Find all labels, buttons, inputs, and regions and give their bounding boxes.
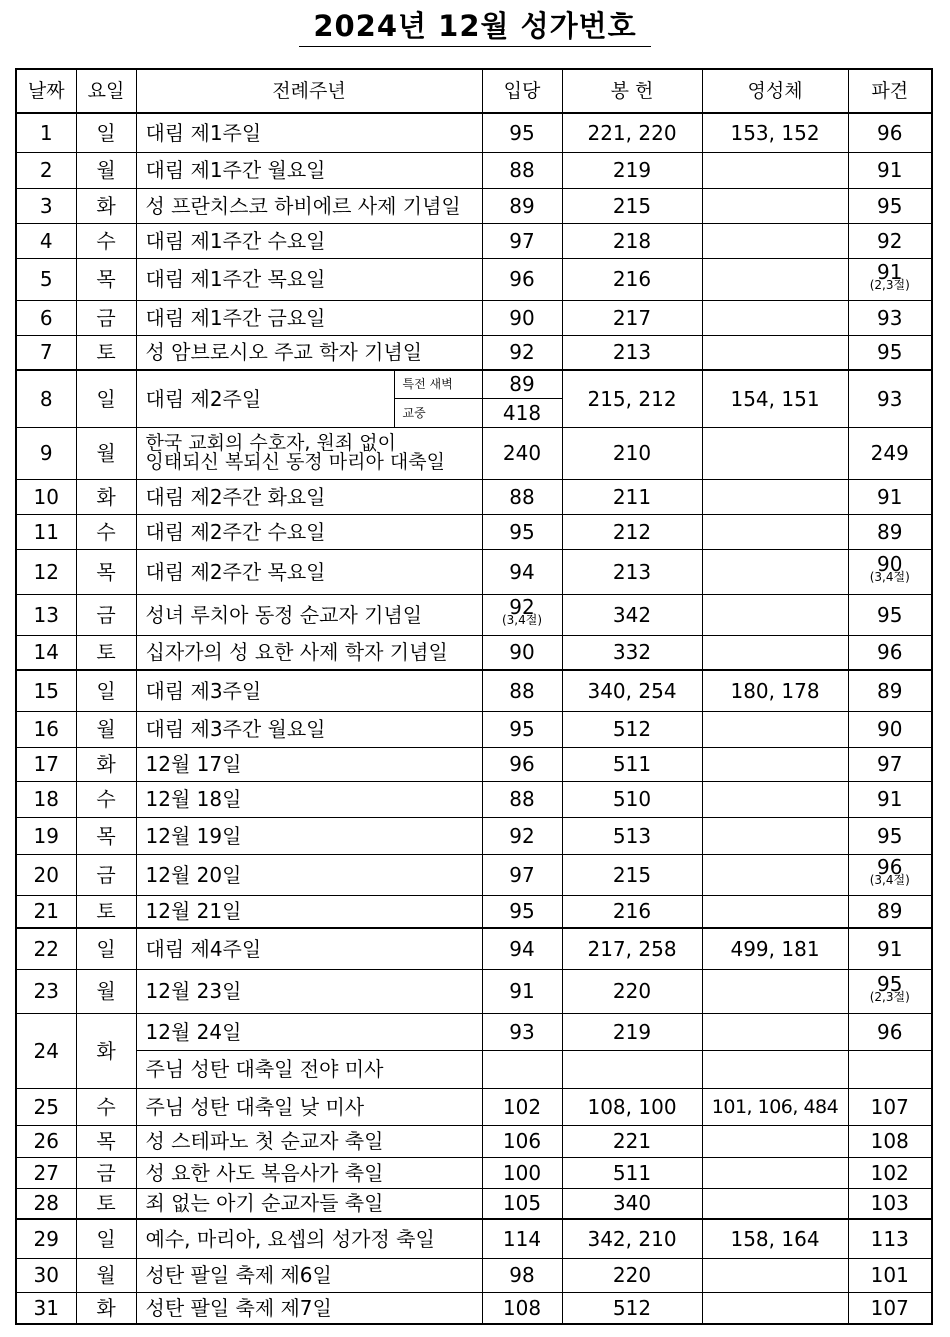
offertory-cell: 216 xyxy=(562,895,702,928)
date-cell: 15 xyxy=(16,670,76,711)
dismissal-cell: 102 xyxy=(848,1157,932,1188)
dismissal-cell: 91 xyxy=(848,479,932,514)
date-cell: 13 xyxy=(16,594,76,635)
offertory-cell: 215 xyxy=(562,188,702,223)
dismissal-cell: 91 xyxy=(848,781,932,817)
entrance-cell: 92 xyxy=(482,817,562,854)
table-row xyxy=(16,549,932,594)
day-cell: 금 xyxy=(76,300,136,335)
offertory-cell: 342, 210 xyxy=(562,1219,702,1258)
day-cell: 화 xyxy=(76,1292,136,1324)
dismissal-cell: 95 xyxy=(848,817,932,854)
liturgy-cell: 주님 성탄 대축일 전야 미사 xyxy=(136,1050,482,1088)
offertory-cell: 340 xyxy=(562,1188,702,1219)
day-cell: 월 xyxy=(76,1258,136,1292)
entrance-cell xyxy=(482,1050,562,1088)
day-cell: 월 xyxy=(76,152,136,188)
communion-cell xyxy=(702,549,848,594)
dismissal-cell xyxy=(848,549,932,594)
entrance-cell: 90 xyxy=(482,635,562,670)
communion-cell xyxy=(702,969,848,1013)
table-row xyxy=(16,1125,932,1157)
communion-cell xyxy=(702,1013,848,1050)
entrance-cell: 102 xyxy=(482,1088,562,1125)
liturgy-cell: 십자가의 성 요한 사제 학자 기념일 xyxy=(136,635,482,670)
table-row xyxy=(16,514,932,549)
dismissal-cell: 96 xyxy=(848,635,932,670)
entrance-cell: 108 xyxy=(482,1292,562,1324)
day-cell: 일 xyxy=(76,670,136,711)
day-cell: 토 xyxy=(76,635,136,670)
liturgy-cell: 예수, 마리아, 요셉의 성가정 축일 xyxy=(136,1219,482,1258)
offertory-cell: 217 xyxy=(562,300,702,335)
offertory-cell: 215, 212 xyxy=(562,370,702,427)
date-cell: 20 xyxy=(16,854,76,895)
entrance-tag-cell: 교중 xyxy=(394,398,482,427)
dismissal-cell: 90 xyxy=(848,711,932,747)
dismissal-cell xyxy=(848,854,932,895)
liturgy-cell: 대림 제1주일 xyxy=(136,113,482,152)
date-cell: 26 xyxy=(16,1125,76,1157)
liturgy-cell: 대림 제1주간 목요일 xyxy=(136,258,482,300)
day-cell: 화 xyxy=(76,747,136,781)
date-cell: 29 xyxy=(16,1219,76,1258)
entrance-cell: 94 xyxy=(482,549,562,594)
communion-cell: 153, 152 xyxy=(702,113,848,152)
entrance-cell: 89 xyxy=(482,370,562,398)
liturgy-cell: 12월 18일 xyxy=(136,781,482,817)
day-cell: 수 xyxy=(76,1088,136,1125)
table-row xyxy=(16,781,932,817)
dismissal-cell xyxy=(848,258,932,300)
offertory-cell: 513 xyxy=(562,817,702,854)
entrance-cell: 95 xyxy=(482,113,562,152)
day-cell: 토 xyxy=(76,1188,136,1219)
day-cell: 화 xyxy=(76,188,136,223)
communion-cell xyxy=(702,1125,848,1157)
liturgy-cell: 12월 24일 xyxy=(136,1013,482,1050)
dismissal-cell: 93 xyxy=(848,370,932,427)
offertory-cell: 332 xyxy=(562,635,702,670)
header-date: 날짜 xyxy=(16,69,76,113)
offertory-cell: 220 xyxy=(562,1258,702,1292)
day-cell: 목 xyxy=(76,1125,136,1157)
communion-cell xyxy=(702,1050,848,1088)
verse-note: (3,4절) xyxy=(869,873,910,887)
day-cell: 수 xyxy=(76,781,136,817)
date-cell: 28 xyxy=(16,1188,76,1219)
liturgy-cell: 성 프란치스코 하비에르 사제 기념일 xyxy=(136,188,482,223)
entrance-cell: 97 xyxy=(482,854,562,895)
liturgy-cell: 성 암브로시오 주교 학자 기념일 xyxy=(136,335,482,370)
offertory-cell: 511 xyxy=(562,747,702,781)
day-cell: 월 xyxy=(76,969,136,1013)
liturgy-cell: 12월 19일 xyxy=(136,817,482,854)
dismissal-value: 91 xyxy=(877,259,903,284)
offertory-cell: 512 xyxy=(562,711,702,747)
entrance-cell: 89 xyxy=(482,188,562,223)
liturgy-cell xyxy=(136,427,482,479)
table-row xyxy=(16,1219,932,1258)
liturgy-cell: 주님 성탄 대축일 낮 미사 xyxy=(136,1088,482,1125)
dismissal-value: 96 xyxy=(877,855,903,879)
entrance-cell: 88 xyxy=(482,479,562,514)
entrance-cell: 95 xyxy=(482,895,562,928)
liturgy-cell: 대림 제3주일 xyxy=(136,670,482,711)
dismissal-value: 95 xyxy=(877,971,903,996)
header-row xyxy=(16,69,932,113)
date-cell: 27 xyxy=(16,1157,76,1188)
header-dismissal: 파견 xyxy=(848,69,932,113)
table-row xyxy=(16,1258,932,1292)
page-title-wrap xyxy=(0,6,950,47)
entrance-cell: 106 xyxy=(482,1125,562,1157)
liturgy-cell: 성녀 루치아 동정 순교자 기념일 xyxy=(136,594,482,635)
table-row xyxy=(16,188,932,223)
liturgy-cell: 대림 제1주간 수요일 xyxy=(136,223,482,258)
communion-cell xyxy=(702,1258,848,1292)
dismissal-cell: 113 xyxy=(848,1219,932,1258)
communion-cell xyxy=(702,1157,848,1188)
day-cell: 금 xyxy=(76,594,136,635)
entrance-value: 92 xyxy=(509,595,535,619)
table-row xyxy=(16,1013,932,1050)
day-cell: 일 xyxy=(76,928,136,969)
entrance-cell: 96 xyxy=(482,258,562,300)
table-row xyxy=(16,670,932,711)
day-cell: 목 xyxy=(76,817,136,854)
dismissal-cell: 249 xyxy=(848,427,932,479)
offertory-cell: 213 xyxy=(562,335,702,370)
day-cell: 목 xyxy=(76,258,136,300)
entrance-cell: 97 xyxy=(482,223,562,258)
communion-cell xyxy=(702,781,848,817)
header-communion: 영성체 xyxy=(702,69,848,113)
date-cell: 12 xyxy=(16,549,76,594)
date-cell: 31 xyxy=(16,1292,76,1324)
liturgy-cell: 12월 20일 xyxy=(136,854,482,895)
communion-cell xyxy=(702,188,848,223)
offertory-cell: 218 xyxy=(562,223,702,258)
table-row xyxy=(16,747,932,781)
verse-note: (2,3절) xyxy=(869,989,910,1004)
communion-cell xyxy=(702,223,848,258)
entrance-cell: 96 xyxy=(482,747,562,781)
day-cell: 월 xyxy=(76,711,136,747)
liturgy-cell: 성 스테파노 첫 순교자 축일 xyxy=(136,1125,482,1157)
date-cell: 18 xyxy=(16,781,76,817)
dismissal-value: 90 xyxy=(877,552,903,576)
day-cell: 일 xyxy=(76,113,136,152)
dismissal-cell: 89 xyxy=(848,895,932,928)
communion-cell xyxy=(702,427,848,479)
dismissal-cell: 95 xyxy=(848,335,932,370)
date-cell: 19 xyxy=(16,817,76,854)
communion-cell: 154, 151 xyxy=(702,370,848,427)
liturgy-cell: 12월 23일 xyxy=(136,969,482,1013)
liturgy-cell: 대림 제4주일 xyxy=(136,928,482,969)
day-cell: 수 xyxy=(76,514,136,549)
communion-cell xyxy=(702,747,848,781)
communion-cell xyxy=(702,258,848,300)
communion-cell: 158, 164 xyxy=(702,1219,848,1258)
hymn-table xyxy=(15,68,933,1325)
offertory-cell: 212 xyxy=(562,514,702,549)
date-cell: 4 xyxy=(16,223,76,258)
dismissal-cell: 107 xyxy=(848,1292,932,1324)
table-row xyxy=(16,152,932,188)
day-cell: 월 xyxy=(76,427,136,479)
communion-cell xyxy=(702,854,848,895)
dismissal-cell: 92 xyxy=(848,223,932,258)
offertory-cell: 108, 100 xyxy=(562,1088,702,1125)
date-cell: 3 xyxy=(16,188,76,223)
dismissal-cell: 89 xyxy=(848,670,932,711)
entrance-cell: 105 xyxy=(482,1188,562,1219)
liturgy-cell: 성탄 팔일 축제 제7일 xyxy=(136,1292,482,1324)
entrance-cell: 92 xyxy=(482,335,562,370)
offertory-cell: 216 xyxy=(562,258,702,300)
table-row xyxy=(16,223,932,258)
date-cell: 21 xyxy=(16,895,76,928)
communion-cell xyxy=(702,152,848,188)
table-row xyxy=(16,427,932,479)
offertory-cell: 211 xyxy=(562,479,702,514)
entrance-cell: 100 xyxy=(482,1157,562,1188)
table-row xyxy=(16,854,932,895)
entrance-tag-cell: 특전 새벽 xyxy=(394,370,482,398)
offertory-cell: 340, 254 xyxy=(562,670,702,711)
entrance-cell: 88 xyxy=(482,670,562,711)
entrance-cell: 418 xyxy=(482,398,562,427)
dismissal-cell: 95 xyxy=(848,594,932,635)
table-row xyxy=(16,1157,932,1188)
dismissal-cell: 91 xyxy=(848,152,932,188)
table-row xyxy=(16,370,932,398)
entrance-cell: 240 xyxy=(482,427,562,479)
verse-note: (2,3절) xyxy=(869,277,910,292)
date-cell: 24 xyxy=(16,1013,76,1088)
communion-cell xyxy=(702,335,848,370)
offertory-cell: 512 xyxy=(562,1292,702,1324)
communion-cell xyxy=(702,895,848,928)
date-cell: 6 xyxy=(16,300,76,335)
entrance-cell: 95 xyxy=(482,711,562,747)
date-cell: 7 xyxy=(16,335,76,370)
date-cell: 17 xyxy=(16,747,76,781)
date-cell: 2 xyxy=(16,152,76,188)
dismissal-cell: 108 xyxy=(848,1125,932,1157)
liturgy-cell: 성 요한 사도 복음사가 축일 xyxy=(136,1157,482,1188)
liturgy-cell: 죄 없는 아기 순교자들 축일 xyxy=(136,1188,482,1219)
dismissal-cell: 89 xyxy=(848,514,932,549)
offertory-cell: 221 xyxy=(562,1125,702,1157)
table-row xyxy=(16,928,932,969)
offertory-cell: 213 xyxy=(562,549,702,594)
dismissal-cell: 97 xyxy=(848,747,932,781)
day-cell: 금 xyxy=(76,1157,136,1188)
liturgy-cell: 대림 제2주간 수요일 xyxy=(136,514,482,549)
entrance-cell xyxy=(482,594,562,635)
entrance-cell: 98 xyxy=(482,1258,562,1292)
day-cell: 수 xyxy=(76,223,136,258)
liturgy-cell: 대림 제3주간 월요일 xyxy=(136,711,482,747)
liturgy-line: 한국 교회의 수호자, 원죄 없이 xyxy=(145,432,396,454)
communion-cell xyxy=(702,514,848,549)
table-row xyxy=(16,1188,932,1219)
day-cell: 금 xyxy=(76,854,136,895)
entrance-cell: 95 xyxy=(482,514,562,549)
offertory-cell: 219 xyxy=(562,152,702,188)
entrance-cell: 91 xyxy=(482,969,562,1013)
entrance-cell: 88 xyxy=(482,152,562,188)
offertory-cell: 221, 220 xyxy=(562,113,702,152)
communion-cell xyxy=(702,1292,848,1324)
offertory-cell: 220 xyxy=(562,969,702,1013)
date-cell: 16 xyxy=(16,711,76,747)
communion-cell: 101, 106, 484 xyxy=(702,1088,848,1125)
offertory-cell: 217, 258 xyxy=(562,928,702,969)
date-cell: 22 xyxy=(16,928,76,969)
date-cell: 11 xyxy=(16,514,76,549)
table-row xyxy=(16,711,932,747)
liturgy-cell: 대림 제2주간 화요일 xyxy=(136,479,482,514)
offertory-cell: 219 xyxy=(562,1013,702,1050)
communion-cell xyxy=(702,479,848,514)
header-offertory: 봉 헌 xyxy=(562,69,702,113)
table-row xyxy=(16,300,932,335)
date-cell: 14 xyxy=(16,635,76,670)
liturgy-cell: 대림 제2주일 xyxy=(136,370,394,427)
dismissal-cell: 101 xyxy=(848,1258,932,1292)
date-cell: 5 xyxy=(16,258,76,300)
table-row xyxy=(16,335,932,370)
offertory-cell: 511 xyxy=(562,1157,702,1188)
date-cell: 9 xyxy=(16,427,76,479)
day-cell: 화 xyxy=(76,1013,136,1088)
date-cell: 30 xyxy=(16,1258,76,1292)
entrance-cell: 88 xyxy=(482,781,562,817)
liturgy-cell: 대림 제1주간 금요일 xyxy=(136,300,482,335)
table-row xyxy=(16,635,932,670)
dismissal-cell: 91 xyxy=(848,928,932,969)
liturgy-cell: 12월 17일 xyxy=(136,747,482,781)
offertory-cell xyxy=(562,1050,702,1088)
entrance-cell: 114 xyxy=(482,1219,562,1258)
date-cell: 25 xyxy=(16,1088,76,1125)
table-row xyxy=(16,969,932,1013)
table-row xyxy=(16,258,932,300)
table-row xyxy=(16,1050,932,1088)
offertory-cell: 342 xyxy=(562,594,702,635)
table-row xyxy=(16,594,932,635)
liturgy-cell: 성탄 팔일 축제 제6일 xyxy=(136,1258,482,1292)
liturgy-cell: 대림 제2주간 목요일 xyxy=(136,549,482,594)
page-title: 2024년 12월 성가번호 xyxy=(299,6,650,47)
offertory-cell: 210 xyxy=(562,427,702,479)
communion-cell xyxy=(702,635,848,670)
communion-cell xyxy=(702,594,848,635)
entrance-cell: 93 xyxy=(482,1013,562,1050)
communion-cell: 180, 178 xyxy=(702,670,848,711)
dismissal-cell: 103 xyxy=(848,1188,932,1219)
day-cell: 일 xyxy=(76,1219,136,1258)
communion-cell xyxy=(702,711,848,747)
dismissal-cell: 107 xyxy=(848,1088,932,1125)
communion-cell: 499, 181 xyxy=(702,928,848,969)
verse-note: (3,4절) xyxy=(501,613,543,627)
table-row xyxy=(16,1088,932,1125)
dismissal-cell: 96 xyxy=(848,113,932,152)
verse-note: (3,4절) xyxy=(869,570,910,584)
header-entrance: 입당 xyxy=(482,69,562,113)
date-cell: 10 xyxy=(16,479,76,514)
table-row xyxy=(16,817,932,854)
dismissal-cell: 95 xyxy=(848,188,932,223)
day-cell: 목 xyxy=(76,549,136,594)
day-cell: 일 xyxy=(76,370,136,427)
date-cell: 1 xyxy=(16,113,76,152)
dismissal-cell: 96 xyxy=(848,1013,932,1050)
liturgy-line: 잉태되신 복되신 동정 마리아 대축일 xyxy=(145,451,445,473)
dismissal-cell xyxy=(848,1050,932,1088)
header-day: 요일 xyxy=(76,69,136,113)
table-row xyxy=(16,479,932,514)
table-row xyxy=(16,895,932,928)
entrance-cell: 94 xyxy=(482,928,562,969)
liturgy-cell: 대림 제1주간 월요일 xyxy=(136,152,482,188)
dismissal-cell xyxy=(848,969,932,1013)
entrance-cell: 90 xyxy=(482,300,562,335)
offertory-cell: 215 xyxy=(562,854,702,895)
communion-cell xyxy=(702,1188,848,1219)
table-row xyxy=(16,1292,932,1324)
day-cell: 토 xyxy=(76,895,136,928)
date-cell: 23 xyxy=(16,969,76,1013)
table-row xyxy=(16,113,932,152)
communion-cell xyxy=(702,300,848,335)
header-liturgy: 전례주년 xyxy=(136,69,482,113)
day-cell: 화 xyxy=(76,479,136,514)
offertory-cell: 510 xyxy=(562,781,702,817)
dismissal-cell: 93 xyxy=(848,300,932,335)
day-cell: 토 xyxy=(76,335,136,370)
communion-cell xyxy=(702,817,848,854)
liturgy-cell: 12월 21일 xyxy=(136,895,482,928)
date-cell: 8 xyxy=(16,370,76,427)
